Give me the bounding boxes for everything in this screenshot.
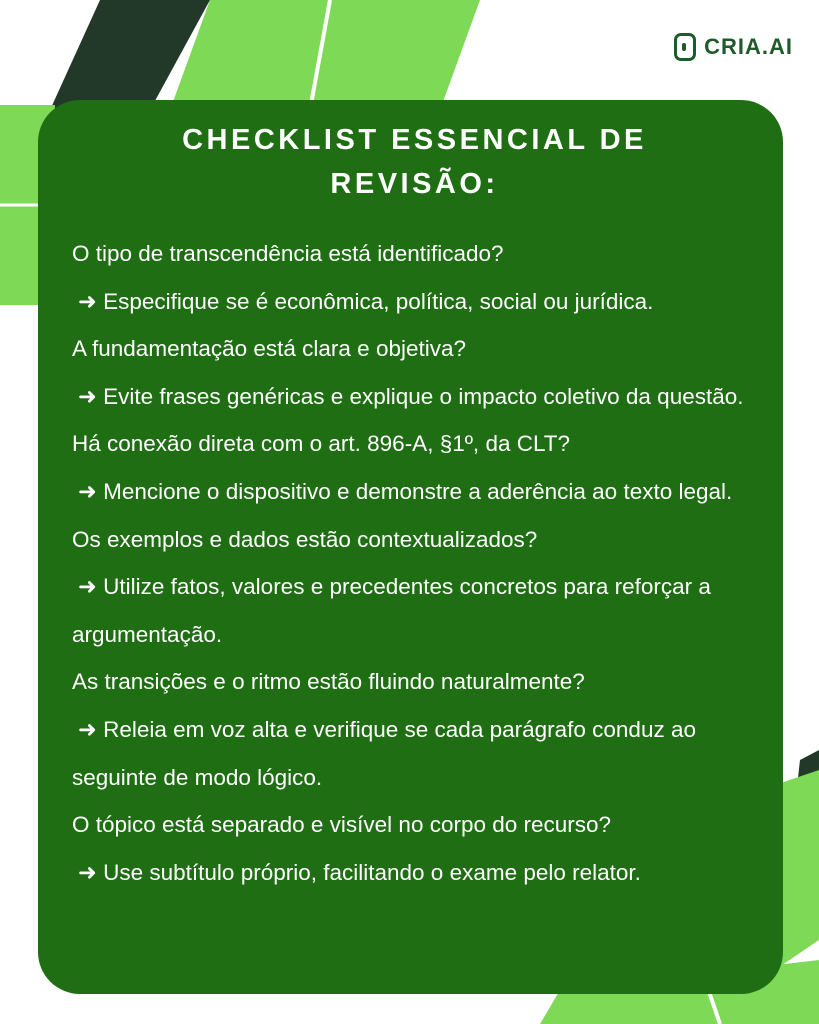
arrow-icon: ➜ (78, 288, 97, 314)
arrow-icon: ➜ (78, 574, 97, 600)
checklist-tip-text: Utilize fatos, valores e precedentes concretos para reforçar a argumentação. (72, 574, 711, 647)
checklist-tip-text: Evite frases genéricas e explique o impacto coletivo da questão. (103, 383, 744, 409)
arrow-icon: ➜ (78, 859, 97, 885)
checklist-title: CHECKLIST ESSENCIAL DE REVISÃO: (182, 124, 647, 200)
checklist-tip-text: Releia em voz alta e verifique se cada parágrafo conduz ao seguinte de modo lógico. (72, 716, 696, 790)
arrow-icon: ➜ (78, 716, 97, 742)
brand-logo (674, 33, 793, 61)
checklist-tip (72, 468, 757, 516)
checklist-question: A fundamentação está clara e objetiva? (72, 336, 467, 362)
checklist-tip (72, 563, 757, 658)
checklist-tip (72, 278, 757, 326)
checklist-tip-text: Use subtítulo próprio, facilitando o exame pelo relator. (103, 859, 641, 885)
checklist-question: O tópico está separado e visível no corpo do recurso? (72, 812, 612, 838)
checklist-tip (72, 706, 757, 801)
checklist-question: Há conexão direta com o art. 896-A, §1º, da CLT? (72, 431, 571, 457)
arrow-icon: ➜ (78, 478, 97, 504)
logo-icon (674, 33, 696, 61)
checklist-tip (72, 373, 757, 421)
checklist-tip-text: Especifique se é econômica, política, social ou jurídica. (103, 288, 654, 314)
brand-name: CRIA.AI (704, 34, 793, 59)
checklist-question: O tipo de transcendência está identificado? (72, 241, 504, 266)
checklist-question: Os exemplos e dados estão contextualizados? (72, 526, 538, 552)
checklist-question: As transições e o ritmo estão fluindo naturalmente? (72, 669, 585, 695)
checklist-card (38, 100, 783, 994)
checklist-tip-text: Mencione o dispositivo e demonstre a aderência ao texto legal. (103, 478, 733, 504)
arrow-icon: ➜ (78, 383, 97, 409)
checklist-list (72, 230, 757, 896)
checklist-tip (72, 849, 757, 897)
